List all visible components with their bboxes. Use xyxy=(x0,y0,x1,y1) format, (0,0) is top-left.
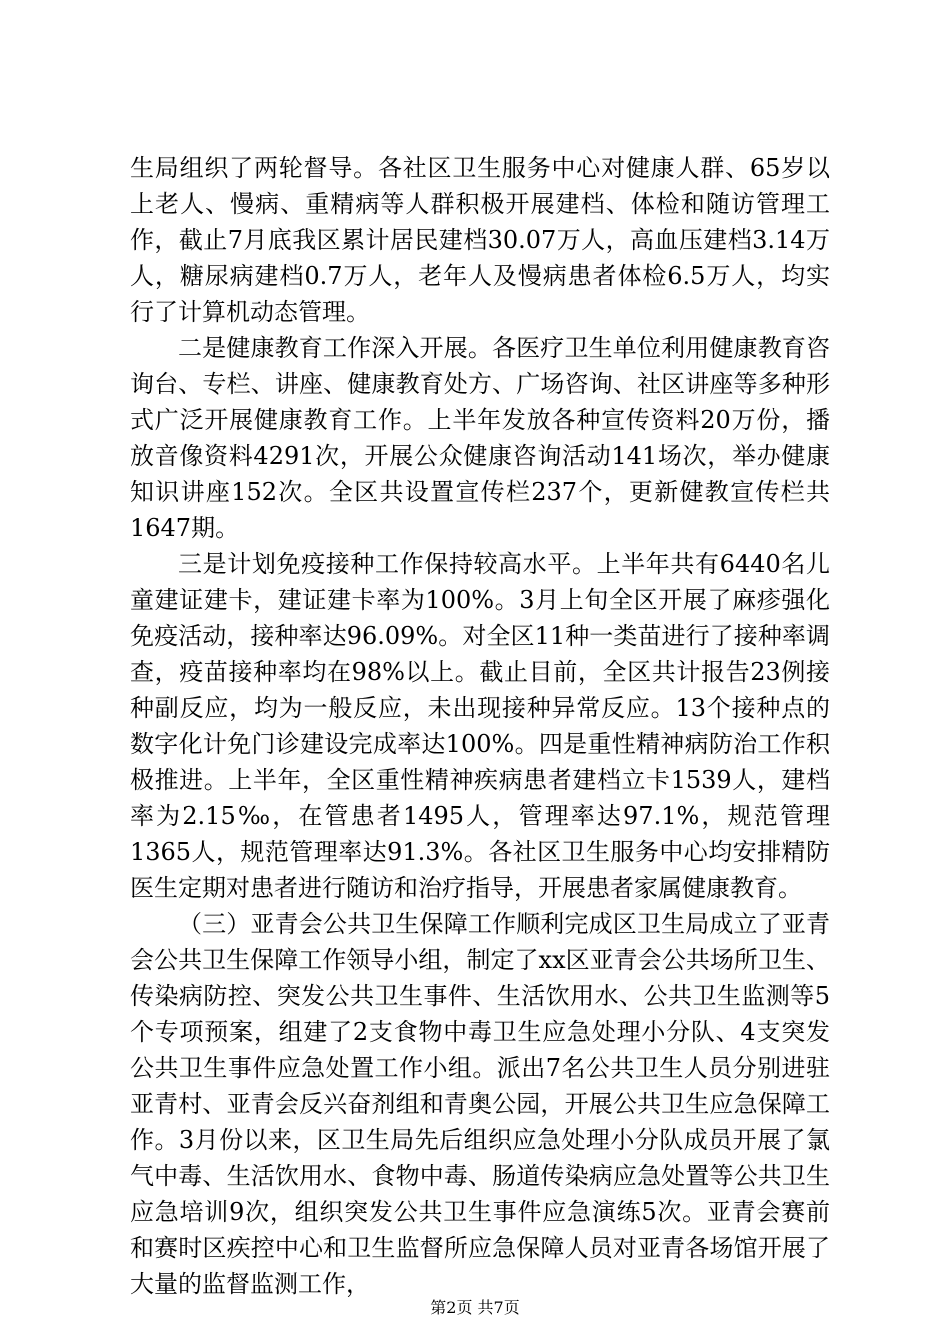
paragraph-3: 三是计划免疫接种工作保持较高水平。上半年共有6440名儿童建证建卡，建证建卡率为100%。3月上旬全区开展了麻疹强化免疫活动，接种率达96.09%。对全区11种一类苗进行了接种率调查，疫苗接种率均在98%以上。截止目前，全区共计报告23例接种副反应，均为一般反应，未出现接种异常反应。13个接种点的数字化计免门诊建设完成率达100%。四是重性精神病防治工作积极推进。上半年，全区重性精神疾病患者建档立卡1539人，建档率为2.15‰，在管患者1495人，管理率达97.1%，规范管理1365人，规范管理率达91.3%。各社区卫生服务中心均安排精防医生定期对患者进行随访和治疗指导，开展患者家属健康教育。 xyxy=(130,550,830,902)
paragraph-1: 生局组织了两轮督导。各社区卫生服务中心对健康人群、65岁以上老人、慢病、重精病等人群积极开展建档、体检和随访管理工作，截止7月底我区累计居民建档30.07万人，高血压建档3.14万人，糖尿病建档0.7万人，老年人及慢病患者体检6.5万人，均实行了计算机动态管理。 xyxy=(130,154,830,326)
document-body xyxy=(130,150,830,1302)
paragraph-4: （三）亚青会公共卫生保障工作顺利完成区卫生局成立了亚青会公共卫生保障工作领导小组，制定了xx区亚青会公共场所卫生、传染病防控、突发公共卫生事件、生活饮用水、公共卫生监测等5个专项预案，组建了2支食物中毒卫生应急处理小分队、4支突发公共卫生事件应急处置工作小组。派出7名公共卫生人员分别进驻亚青村、亚青会反兴奋剂组和青奥公园，开展公共卫生应急保障工作。3月份以来，区卫生局先后组织应急处理小分队成员开展了氯气中毒、生活饮用水、食物中毒、肠道传染病应急处置等公共卫生应急培训9次，组织突发公共卫生事件应急演练5次。亚青会赛前和赛时区疾控中心和卫生监督所应急保障人员对亚青各场馆开展了大量的监督监测工作， xyxy=(130,910,830,1298)
page-footer: 第2页 共7页 xyxy=(430,1298,520,1317)
paragraph-2: 二是健康教育工作深入开展。各医疗卫生单位利用健康教育咨询台、专栏、讲座、健康教育处方、广场咨询、社区讲座等多种形式广泛开展健康教育工作。上半年发放各种宣传资料20万份，播放音像资料4291次，开展公众健康咨询活动141场次，举办健康知识讲座152次。全区共设置宣传栏237个，更新健教宣传栏共1647期。 xyxy=(130,334,830,542)
